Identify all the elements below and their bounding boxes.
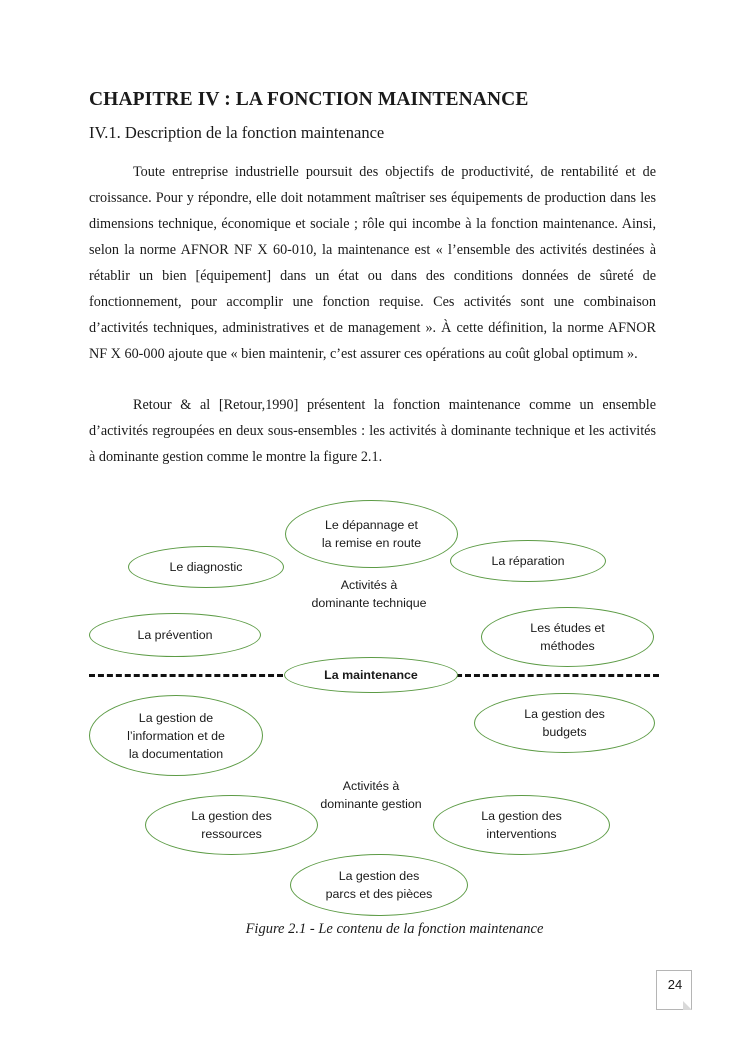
figure-caption: Figure 2.1 - Le contenu de la fonction maintenance	[245, 921, 544, 937]
activity-gestion-ressources: La gestion des ressources	[145, 795, 318, 855]
page-fold-icon	[683, 1001, 692, 1010]
page-number-box	[656, 970, 692, 1010]
paragraph-definition: Toute entreprise industrielle poursuit des objectifs de productivité, de rentabilité et de croissance. Pour y répondre, elle doit notamment maîtriser ses équipements de production dans les dimensions technique, économique et sociale ; rôle qui incombe à la fonction maintenance. Ainsi, selon la norme AFNOR NF X 60-010, la maintenance est « l’ensemble des activités destinées à rétablir un bien [équipement] dans un état ou dans des conditions données de sûreté de fonctionnement, pour accomplir une fonction requise. Ces activités sont une combinaison d’activités techniques, administratives et de management ». À cette définition, la norme AFNOR NF X 60-000 ajoute que « bien maintenir, c’est assurer ces opérations au coût global optimum ».	[89, 164, 656, 362]
activity-prevention: La prévention	[89, 613, 261, 657]
maintenance-diagram	[0, 480, 745, 920]
management-category-label: Activités à dominante gestion	[320, 779, 422, 811]
activity-etudes-methodes: Les études et méthodes	[481, 607, 654, 667]
activity-reparation: La réparation	[450, 540, 606, 582]
activity-gestion-interventions: La gestion des interventions	[433, 795, 610, 855]
paragraph-retour: Retour & al [Retour,1990] présentent la fonction maintenance comme un ensemble d’activités regroupées en deux sous-ensembles : les activités à dominante technique et les activités à dominante gestion comme le montre la figure 2.1.	[89, 397, 656, 465]
activity-gestion-information: La gestion de l’information et de la documentation	[89, 695, 263, 776]
activity-gestion-budgets: La gestion des budgets	[474, 693, 655, 753]
chapter-title: CHAPITRE IV : LA FONCTION MAINTENANCE	[89, 89, 529, 110]
section-title: IV.1. Description de la fonction maintenance	[89, 123, 385, 142]
activity-depannage: Le dépannage et la remise en route	[285, 500, 458, 568]
center-maintenance: La maintenance	[284, 657, 458, 693]
activity-gestion-parcs: La gestion des parcs et des pièces	[290, 854, 468, 916]
page-number: 24	[667, 977, 683, 992]
technical-category-label: Activités à dominante technique	[311, 578, 427, 610]
activity-diagnostic: Le diagnostic	[128, 546, 284, 588]
